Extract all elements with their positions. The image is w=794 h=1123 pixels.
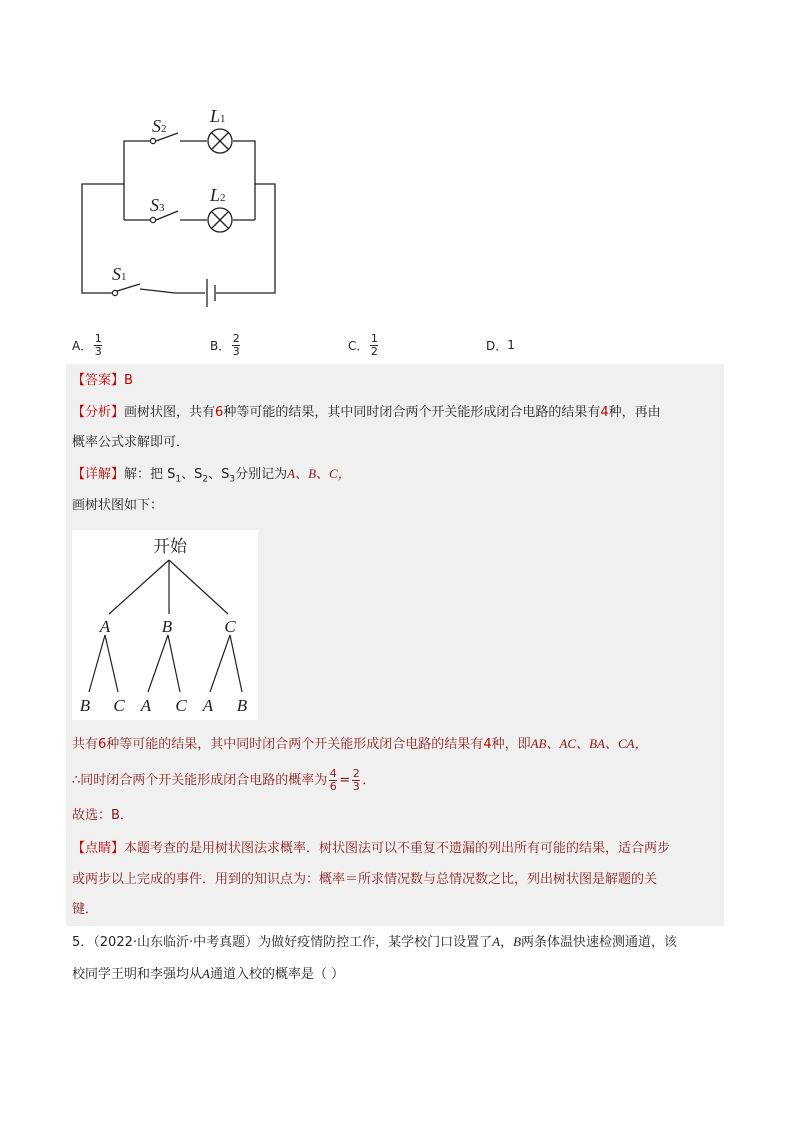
tree-node-l2: C [175,696,187,715]
tree-node-l2: A [202,696,214,715]
detail-line: 【详解】解：把 $S_1$、$S_2$、$S_3$分别记为A、B、C， [72,466,351,485]
comment-line-3: 键． [72,902,99,917]
result-line-1: 共有6种等可能的结果，其中同时闭合两个开关能形成闭合电路的结果有4种，即AB、AC、BA、CA， [72,736,648,752]
tree-node-l2: C [113,696,125,715]
option-b: B． $\frac{2}{3}$ [210,331,240,358]
comment-line-2: 或两步以上完成的事件．用到的知识点为：概率＝所求情况数与总情况数之比，列出树状图是解题的关 [72,872,658,887]
tree-node-l2: B [236,696,248,715]
label-s3: S3 [150,195,165,215]
tree-node-l2: A [140,696,152,715]
question-5-line-2: 校同学王明和李强均从A通道入校的概率是（ ） [72,966,345,982]
fraction: $\frac{1}{3}$ [94,331,102,358]
fraction: $\frac{4}{6}$ [329,767,337,793]
tree-node-l1: A [99,617,111,636]
tree-diagram [72,530,258,720]
tree-intro: 画树状图如下： [72,498,164,513]
fraction: $\frac{1}{2}$ [370,331,378,358]
analysis-line-2: 概率公式求解即可． [72,435,190,450]
result-line-2: ∴同时闭合两个开关能形成闭合电路的概率为 $\frac{4}{6}$ = $\frac{2}{3}$ ． [72,767,376,793]
tree-node-l1: C [224,617,236,636]
answer-line: 【答案】B [72,373,133,388]
option-a: A． $\frac{1}{3}$ [72,331,102,358]
question-5-line-1: 5．（2022·山东临沂·中考真题）为做好疫情防控工作，某学校门口设置了A，B两条体温快速检测通道，该 [72,934,678,950]
label-l2: L2 [210,185,226,205]
tree-root: 开始 [153,537,187,557]
option-c: C． $\frac{1}{2}$ [348,331,378,358]
label-s1: S1 [112,264,127,284]
tree-node-l2: B [79,696,91,715]
analysis-line-1: 【分析】画树状图，共有6种等可能的结果，其中同时闭合两个开关能形成闭合电路的结果有4种，再由 [72,405,661,420]
comment-line-1: 【点睛】本题考查的是用树状图法求概率．树状图法可以不重复不遗漏的列出所有可能的结果，适合两步 [72,841,671,856]
choose-line: 故选：B． [72,808,133,823]
fraction: $\frac{2}{3}$ [232,331,240,358]
option-d: D． 1 [486,338,515,353]
fraction: $\frac{2}{3}$ [352,767,360,793]
tree-node-l1: B [161,617,173,636]
label-s2: S2 [152,116,167,136]
circuit-diagram [0,0,794,330]
label-l1: L1 [210,106,226,126]
